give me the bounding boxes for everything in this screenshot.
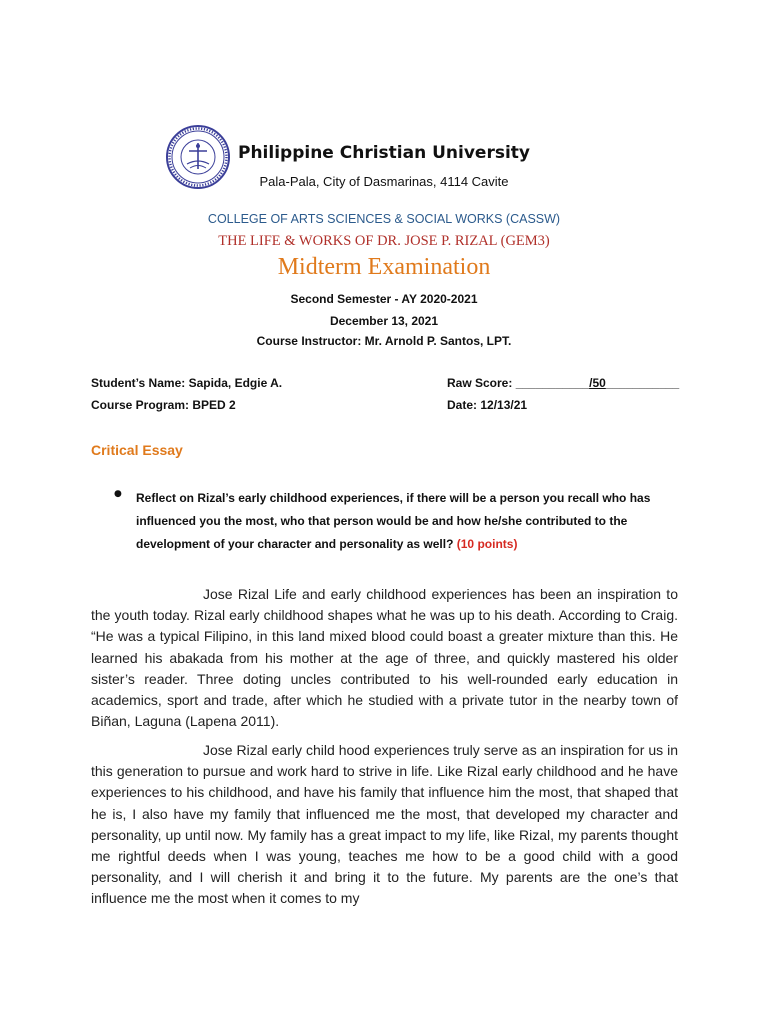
exam-date: December 13, 2021 [329, 314, 439, 328]
bullet-icon: ● [114, 489, 122, 499]
raw-score-label: Raw Score: ___________ [447, 376, 590, 390]
student-name: Student’s Name: Sapida, Edgie A. [91, 376, 283, 390]
essay-paragraph-2: Jose Rizal early child hood experiences truly serve as an inspiration for us in this generation to pursue and work hard to strive in life. Like Rizal early childhood and he have experiences to his childhood, and have his family that influence him the most, that shaped that he is, I also have my family that influenced me the most, that developed my character and personality, up until now. My family has a great impact to my life, like Rizal, my parents thought me rightful deeds when I was young, teaches me how to be a good child with a good personality, and I will cherish it and bring it to the future. My parents are the one’s that influence me the most when it comes to my [91, 742, 678, 907]
college-name: COLLEGE OF ARTS SCIENCES & SOCIAL WORKS (CASSW) [207, 212, 561, 226]
semester-label: Second Semester - AY 2020-2021 [290, 292, 478, 306]
course-instructor: Course Instructor: Mr. Arnold P. Santos, LPT. [256, 334, 512, 348]
exam-title: Midterm Examination [277, 254, 491, 280]
raw-score-total: /50 [589, 376, 606, 390]
university-address: Pala-Pala, City of Dasmarinas, 4114 Cavite [259, 174, 509, 189]
section-title: Critical Essay [91, 442, 183, 458]
course-program: Course Program: BPED 2 [91, 398, 236, 412]
raw-score [447, 376, 679, 390]
raw-score-trail: ___________ [605, 376, 680, 390]
essay-prompt-text: Reflect on Rizal’s early childhood experiences, if there will be a person you recall who has influenced you the most, who that person would be and how he/she contributed to the development of your character and personality as well? [136, 491, 651, 551]
points-label: (10 points) [456, 537, 518, 551]
essay-paragraph-1: Jose Rizal Life and early childhood experiences has been an inspiration to the youth today. Rizal early childhood shapes what he was up to his death. According to Craig. “He was a typical Filipino, in this land mixed blood could boast a greater mixture than this. He learned his abakada from his mother at the age of three, and quickly mastered his older sister’s reader. Three doting uncles contributed to his well-rounded early education in academics, sport and trade, after which he studied with a private tutor in the nearby town of Biñan, Laguna (Lapena 2011). [91, 586, 678, 730]
submission-date: Date: 12/13/21 [447, 398, 528, 412]
university-name: Philippine Christian University [238, 143, 530, 163]
course-title: THE LIFE & WORKS OF DR. JOSE P. RIZAL (GEM3) [218, 233, 550, 249]
essay-prompt [136, 487, 688, 556]
